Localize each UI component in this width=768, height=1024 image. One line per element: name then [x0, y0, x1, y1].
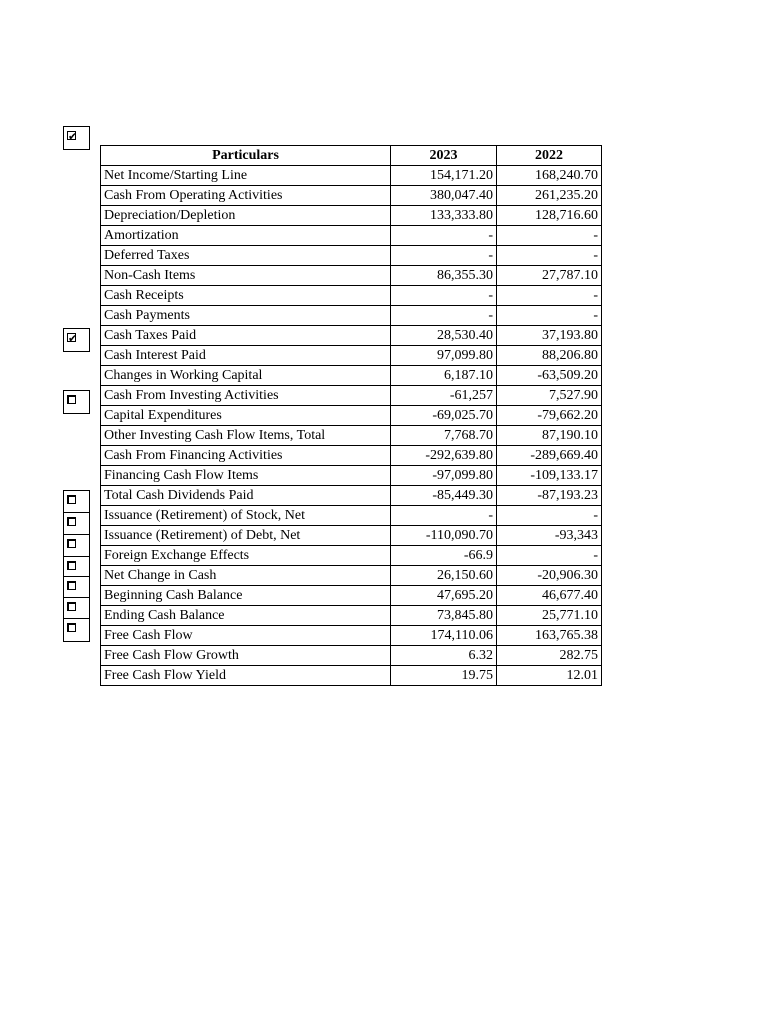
table-row	[101, 426, 602, 446]
row-label: Ending Cash Balance	[101, 606, 391, 626]
value-2022: -87,193.23	[497, 486, 602, 506]
row-label: Depreciation/Depletion	[101, 206, 391, 226]
row-checkbox[interactable]	[63, 618, 90, 642]
value-2022: 12.01	[497, 666, 602, 686]
table-row	[101, 546, 602, 566]
header-particulars: Particulars	[101, 146, 391, 166]
row-label: Free Cash Flow Yield	[101, 666, 391, 686]
value-2022: 282.75	[497, 646, 602, 666]
value-2022: 168,240.70	[497, 166, 602, 186]
value-2023: 174,110.06	[391, 626, 497, 646]
row-label: Non-Cash Items	[101, 266, 391, 286]
table-row	[101, 186, 602, 206]
row-label: Free Cash Flow	[101, 626, 391, 646]
checkbox-unchecked-icon	[67, 517, 76, 526]
value-2023: 154,171.20	[391, 166, 497, 186]
checkbox-checked-icon	[67, 332, 78, 345]
value-2022: -	[497, 226, 602, 246]
row-label: Issuance (Retirement) of Debt, Net	[101, 526, 391, 546]
value-2022: 27,787.10	[497, 266, 602, 286]
checkbox-unchecked-icon	[67, 539, 76, 548]
row-label: Cash From Investing Activities	[101, 386, 391, 406]
value-2022: 261,235.20	[497, 186, 602, 206]
table-row	[101, 206, 602, 226]
row-label: Cash Payments	[101, 306, 391, 326]
value-2022: 88,206.80	[497, 346, 602, 366]
row-label: Deferred Taxes	[101, 246, 391, 266]
value-2022: -93,343	[497, 526, 602, 546]
value-2023: 86,355.30	[391, 266, 497, 286]
value-2022: -	[497, 506, 602, 526]
value-2023: 6.32	[391, 646, 497, 666]
table-row	[101, 246, 602, 266]
table-row	[101, 266, 602, 286]
value-2022: 25,771.10	[497, 606, 602, 626]
table-row	[101, 446, 602, 466]
value-2023: 380,047.40	[391, 186, 497, 206]
table-row	[101, 646, 602, 666]
table-row	[101, 366, 602, 386]
value-2023: -	[391, 286, 497, 306]
checkbox-unchecked-icon	[67, 495, 76, 504]
table-row	[101, 566, 602, 586]
value-2023: -61,257	[391, 386, 497, 406]
table-row	[101, 486, 602, 506]
table-row	[101, 466, 602, 486]
value-2023: 73,845.80	[391, 606, 497, 626]
value-2022: -109,133.17	[497, 466, 602, 486]
header-2023: 2023	[391, 146, 497, 166]
value-2023: 7,768.70	[391, 426, 497, 446]
table-row	[101, 226, 602, 246]
row-checkbox[interactable]	[63, 534, 90, 558]
table-row	[101, 346, 602, 366]
header-2022: 2022	[497, 146, 602, 166]
value-2022: 128,716.60	[497, 206, 602, 226]
row-checkbox[interactable]	[63, 390, 90, 414]
value-2023: 28,530.40	[391, 326, 497, 346]
table-row	[101, 666, 602, 686]
value-2022: 87,190.10	[497, 426, 602, 446]
header-row	[101, 146, 602, 166]
checkbox-unchecked-icon	[67, 395, 76, 404]
table-row	[101, 306, 602, 326]
checkbox-unchecked-icon	[67, 581, 76, 590]
row-label: Free Cash Flow Growth	[101, 646, 391, 666]
value-2023: -85,449.30	[391, 486, 497, 506]
row-checkbox[interactable]	[63, 512, 90, 536]
row-label: Other Investing Cash Flow Items, Total	[101, 426, 391, 446]
value-2023: 19.75	[391, 666, 497, 686]
value-2023: 47,695.20	[391, 586, 497, 606]
value-2023: 133,333.80	[391, 206, 497, 226]
cash-flow-table	[100, 145, 602, 686]
value-2023: -110,090.70	[391, 526, 497, 546]
row-label: Net Income/Starting Line	[101, 166, 391, 186]
value-2023: -97,099.80	[391, 466, 497, 486]
value-2022: 46,677.40	[497, 586, 602, 606]
table-row	[101, 606, 602, 626]
checkbox-unchecked-icon	[67, 623, 76, 632]
value-2022: 37,193.80	[497, 326, 602, 346]
checkbox-unchecked-icon	[67, 602, 76, 611]
table-row	[101, 406, 602, 426]
row-checkbox[interactable]	[63, 490, 90, 514]
value-2022: -	[497, 246, 602, 266]
checkmark-icon: ✔	[68, 332, 78, 345]
value-2022: 163,765.38	[497, 626, 602, 646]
value-2022: 7,527.90	[497, 386, 602, 406]
row-label: Cash From Financing Activities	[101, 446, 391, 466]
value-2023: -292,639.80	[391, 446, 497, 466]
row-checkbox[interactable]	[63, 328, 90, 352]
value-2022: -20,906.30	[497, 566, 602, 586]
value-2022: -	[497, 286, 602, 306]
row-label: Beginning Cash Balance	[101, 586, 391, 606]
row-label: Issuance (Retirement) of Stock, Net	[101, 506, 391, 526]
table-row	[101, 386, 602, 406]
row-label: Cash Taxes Paid	[101, 326, 391, 346]
table-row	[101, 506, 602, 526]
row-label: Foreign Exchange Effects	[101, 546, 391, 566]
value-2022: -79,662.20	[497, 406, 602, 426]
table-row	[101, 526, 602, 546]
row-label: Capital Expenditures	[101, 406, 391, 426]
value-2023: -	[391, 226, 497, 246]
value-2022: -	[497, 306, 602, 326]
value-2022: -	[497, 546, 602, 566]
value-2023: 26,150.60	[391, 566, 497, 586]
row-label: Cash From Operating Activities	[101, 186, 391, 206]
table-row	[101, 326, 602, 346]
value-2023: -	[391, 506, 497, 526]
table-row	[101, 286, 602, 306]
value-2023: -69,025.70	[391, 406, 497, 426]
row-label: Amortization	[101, 226, 391, 246]
row-label: Cash Receipts	[101, 286, 391, 306]
checkbox-checked-icon	[67, 130, 78, 143]
checkbox-unchecked-icon	[67, 561, 76, 570]
table-row	[101, 626, 602, 646]
value-2022: -63,509.20	[497, 366, 602, 386]
row-label: Changes in Working Capital	[101, 366, 391, 386]
checkmark-icon: ✔	[68, 130, 78, 143]
row-label: Financing Cash Flow Items	[101, 466, 391, 486]
value-2023: 97,099.80	[391, 346, 497, 366]
value-2022: -289,669.40	[497, 446, 602, 466]
row-label: Total Cash Dividends Paid	[101, 486, 391, 506]
table-row	[101, 166, 602, 186]
value-2023: -	[391, 246, 497, 266]
row-checkbox[interactable]	[63, 126, 90, 150]
value-2023: -	[391, 306, 497, 326]
table-row	[101, 586, 602, 606]
value-2023: 6,187.10	[391, 366, 497, 386]
row-label: Net Change in Cash	[101, 566, 391, 586]
row-label: Cash Interest Paid	[101, 346, 391, 366]
value-2023: -66.9	[391, 546, 497, 566]
